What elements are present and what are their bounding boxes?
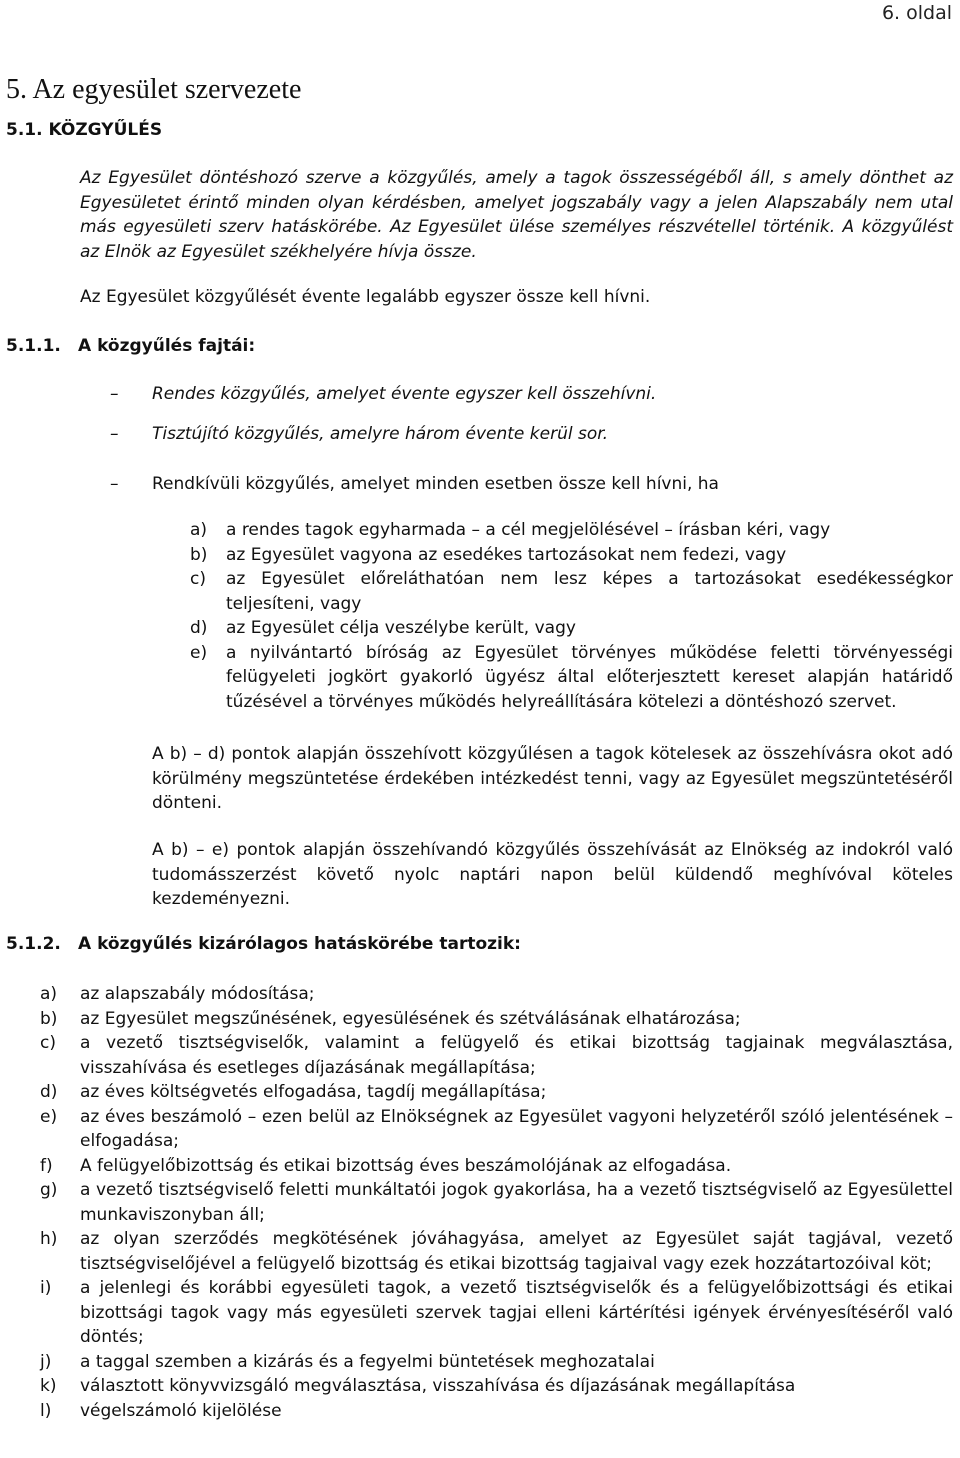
- paragraph-b-d: A b) – d) pontok alapján összehívott közgyűlésen a tagok kötelesek az összehívásra okot adó körülmény megszüntetése érdekében intézkedést tenni, vagy az Egyesület megszüntetéséről dönteni.: [152, 744, 953, 813]
- list-label: e): [190, 642, 208, 663]
- list-text: a vezető tisztségviselők, valamint a felügyelő és etikai bizottság tagjainak megválasztása, visszahívása és esetleges díjazásának megállapítása;: [80, 1033, 953, 1078]
- intro-paragraph: Az Egyesület döntéshozó szerve a közgyűlés, amely a tagok összességéből áll, s amely dönthet az Egyesületet érintő minden olyan kérdésben, amelyet jogszabály vagy a jelen Alapszabály nem utal más egyesületi szerv hatáskörébe. Az Egyesület ülése személyes részvétellel történik. A közgyűlést az Elnök az Egyesület székhelyére hívja össze.: [80, 168, 953, 262]
- list-label: d): [190, 618, 208, 638]
- list-text: az éves költségvetés elfogadása, tagdíj megállapítása;: [80, 1082, 547, 1102]
- paragraph-b-e: A b) – e) pontok alapján összehívandó közgyűlés összehívását az Elnökség az indokról való tudomásszerzést követő nyolc naptári napon belül küldendő meghívóval köteles kezdeményezni.: [152, 840, 953, 909]
- subsection-5-1-2-heading: [6, 932, 521, 957]
- list-item: [40, 1080, 953, 1105]
- list-text: az éves beszámoló – ezen belül az Elnökségnek az Egyesület vagyoni helyzetéről szóló jelentésének – elfogadása;: [80, 1106, 953, 1151]
- list-item: [40, 1007, 953, 1032]
- list-text: a taggal szemben a kizárás és a fegyelmi büntetések meghozatalai: [80, 1351, 655, 1372]
- subsection-number: 5.1.2.: [6, 934, 61, 954]
- list-item: [40, 1227, 953, 1276]
- list-item: [40, 1105, 953, 1154]
- meeting-type-text: Tisztújító közgyűlés, amelyre három évente kerül sor.: [152, 424, 609, 444]
- list-text: az Egyesület vagyona az esedékes tartozásokat nem fedezi, vagy: [226, 544, 787, 565]
- dash-bullet: –: [110, 424, 119, 444]
- list-item: [190, 641, 953, 715]
- list-text: az Egyesület célja veszélybe került, vagy: [226, 618, 576, 638]
- list-item: [190, 567, 953, 616]
- annual-sentence: Az Egyesület közgyűlését évente legalább egyszer össze kell hívni.: [80, 287, 651, 307]
- page-number: 6. oldal: [881, 2, 952, 24]
- list-text: az Egyesület előreláthatóan nem lesz képes a tartozásokat esedékességkor teljesíteni, vagy: [226, 569, 953, 614]
- list-label: i): [40, 1278, 52, 1298]
- section-heading: 5.1. KÖZGYŰLÉS: [6, 120, 163, 140]
- list-label: a): [190, 520, 208, 540]
- list-item: [190, 616, 953, 641]
- list-label: e): [40, 1106, 58, 1127]
- list-item: [40, 1178, 953, 1227]
- dash-bullet: –: [110, 384, 119, 404]
- list-label: k): [40, 1376, 57, 1396]
- list-item: [40, 1399, 953, 1424]
- list-label: d): [40, 1082, 58, 1102]
- list-item: [190, 518, 953, 543]
- list-text: a nyilvántartó bíróság az Egyesület törvényes működése feletti törvényességi felügyeleti jogkört gyakorló ügyész által előterjesztett kereset alapján határidő tűzésével a törvényes működés helyreállítására kötelezi a döntéshozó szervet.: [226, 642, 953, 712]
- meeting-type-text: Rendes közgyűlés, amelyet évente egyszer kell összehívni.: [152, 384, 657, 404]
- list-item: [40, 982, 953, 1007]
- meeting-type-text: Rendkívüli közgyűlés, amelyet minden esetben össze kell hívni, ha: [152, 474, 719, 494]
- list-text: választott könyvvizsgáló megválasztása, visszahívása és díjazásának megállapítása: [80, 1376, 796, 1396]
- list-text: az alapszabály módosítása;: [80, 984, 315, 1004]
- list-item: [190, 543, 953, 568]
- list-text: a jelenlegi és korábbi egyesületi tagok, a vezető tisztségviselők és a felügyelőbizottsági és etikai bizottsági tagok vagy más egyesületi szervek tagjai elleni kártérítési igények érvényesítéséről való döntés;: [80, 1278, 953, 1347]
- extraordinary-conditions-list: [190, 518, 953, 714]
- exclusive-competences-list: [40, 982, 953, 1423]
- list-item: [40, 1154, 953, 1179]
- subsection-title: A közgyűlés kizárólagos hatáskörébe tartozik:: [78, 934, 521, 954]
- list-label: h): [40, 1229, 58, 1249]
- list-item: [40, 1276, 953, 1350]
- list-item: [40, 1031, 953, 1080]
- list-item: [40, 1350, 953, 1375]
- list-text: a rendes tagok egyharmada – a cél megjelölésével – írásban kéri, vagy: [226, 520, 831, 540]
- dash-bullet: –: [110, 474, 119, 494]
- subsection-5-1-1-heading: [6, 334, 256, 359]
- list-text: A felügyelőbizottság és etikai bizottság éves beszámolójának az elfogadása.: [80, 1155, 732, 1176]
- list-label: j): [40, 1351, 52, 1372]
- list-label: c): [190, 569, 206, 589]
- list-text: végelszámoló kijelölése: [80, 1400, 282, 1421]
- list-label: l): [40, 1400, 52, 1421]
- list-text: az Egyesület megszűnésének, egyesülésének és szétválásának elhatározása;: [80, 1008, 741, 1029]
- list-label: b): [190, 544, 208, 565]
- subsection-number: 5.1.1.: [6, 336, 61, 356]
- subsection-title: A közgyűlés fajtái:: [78, 336, 256, 356]
- list-label: g): [40, 1180, 58, 1200]
- list-text: a vezető tisztségviselő feletti munkáltatói jogok gyakorlása, ha a vezető tisztségviselő az Egyesülettel munkaviszonyban áll;: [80, 1180, 953, 1225]
- list-label: c): [40, 1033, 56, 1053]
- list-label: b): [40, 1008, 58, 1029]
- list-text: az olyan szerződés megkötésének jóváhagyása, amelyet az Egyesület saját tagjával, vezető tisztségviselőjével a felügyelő bizottság és etikai bizottság tagjaival vagy ezek hozzátartozóival köt;: [80, 1229, 953, 1274]
- list-label: a): [40, 984, 58, 1004]
- chapter-title: 5. Az egyesület szervezete: [6, 74, 302, 105]
- list-item: [40, 1374, 953, 1399]
- list-label: f): [40, 1155, 53, 1176]
